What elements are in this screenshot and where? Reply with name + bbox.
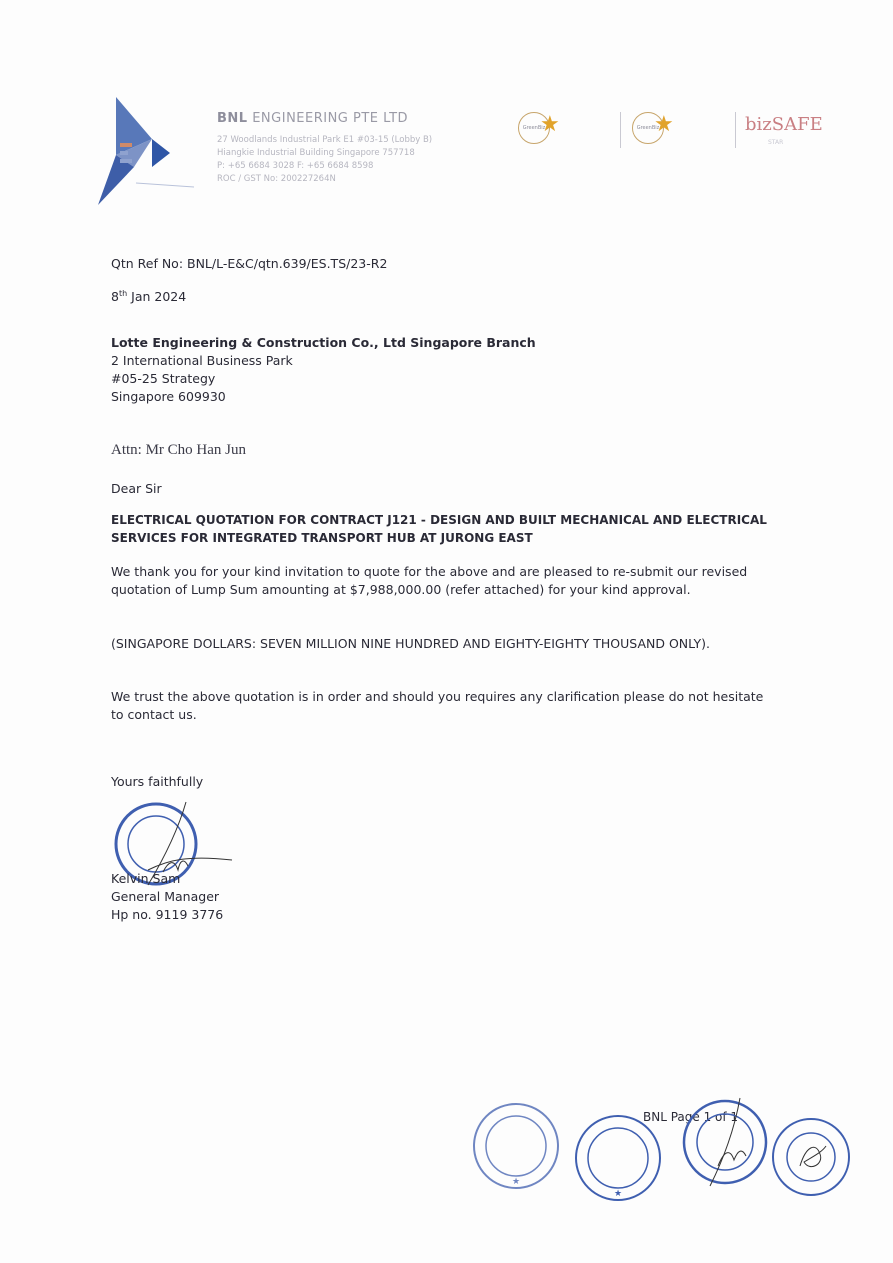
company-name: BNL ENGINEERING PTE LTD: [217, 111, 409, 126]
lotte-stamp-with-signature: [770, 1116, 852, 1198]
divider: [620, 112, 621, 148]
svg-text:★: ★: [613, 1189, 623, 1199]
subject-line: SERVICES FOR INTEGRATED TRANSPORT HUB AT JURONG EAST: [111, 531, 533, 545]
cert-circle-icon: GreenBiz: [518, 112, 550, 144]
paragraph: We thank you for your kind invitation to quote for the above and are pleased to re-submit our revised: [111, 564, 748, 579]
recipient-address-line: 2 International Business Park: [111, 353, 293, 368]
recipient-address-line: #05-25 Strategy: [111, 371, 216, 386]
recipient-company: Lotte Engineering & Construction Co., Ltd Singapore Branch: [111, 335, 536, 350]
star-icon: ★: [540, 112, 560, 137]
quotation-reference: Qtn Ref No: BNL/L-E&C/qtn.639/ES.TS/23-R2: [111, 256, 388, 271]
page-label: BNL Page 1 of 1: [643, 1110, 739, 1124]
letter-date: 8th Jan 2024: [111, 289, 187, 305]
divider: [735, 112, 736, 148]
signer-title: General Manager: [111, 889, 220, 904]
company-address-line: 27 Woodlands Industrial Park E1 #03-15 (Lobby B): [217, 135, 433, 145]
paragraph: We trust the above quotation is in order and should you requires any clarification please do not hesitate: [111, 689, 764, 704]
company-contact-line: P: +65 6684 3028 F: +65 6684 8598: [217, 161, 374, 171]
company-registration-line: ROC / GST No: 200227264N: [217, 174, 336, 184]
bnl-stamp: [470, 1100, 562, 1192]
company-address-line: Hiangkie Industrial Building Singapore 757718: [217, 148, 415, 158]
signer-name: Kelvin Sam: [111, 871, 181, 886]
paragraph: to contact us.: [111, 707, 197, 722]
cert-circle-icon: GreenBiz: [632, 112, 664, 144]
company-logo: [94, 97, 204, 209]
paragraph: quotation of Lump Sum amounting at $7,988,000.00 (refer attached) for your kind approval.: [111, 582, 691, 597]
subject-line: ELECTRICAL QUOTATION FOR CONTRACT J121 - DESIGN AND BUILT MECHANICAL AND ELECTRICAL: [111, 513, 767, 527]
signer-phone: Hp no. 9119 3776: [111, 907, 224, 922]
closing: Yours faithfully: [111, 774, 204, 789]
certification-badge: [518, 112, 560, 144]
bnl-stamp-with-signature: [680, 1096, 770, 1188]
recipient-address-line: Singapore 609930: [111, 389, 226, 404]
star-icon: ★: [654, 112, 674, 137]
svg-text:★: ★: [511, 1177, 521, 1187]
attention-line: Attn: Mr Cho Han Jun: [111, 442, 246, 458]
certification-badge: [632, 112, 674, 144]
salutation: Dear Sir: [111, 481, 162, 496]
amount-in-words: (SINGAPORE DOLLARS: SEVEN MILLION NINE HUNDRED AND EIGHTY-EIGHTY THOUSAND ONLY).: [111, 636, 710, 651]
bizsafe-level: STAR: [768, 139, 784, 146]
bizsafe-logo: bizSAFE: [745, 114, 823, 135]
